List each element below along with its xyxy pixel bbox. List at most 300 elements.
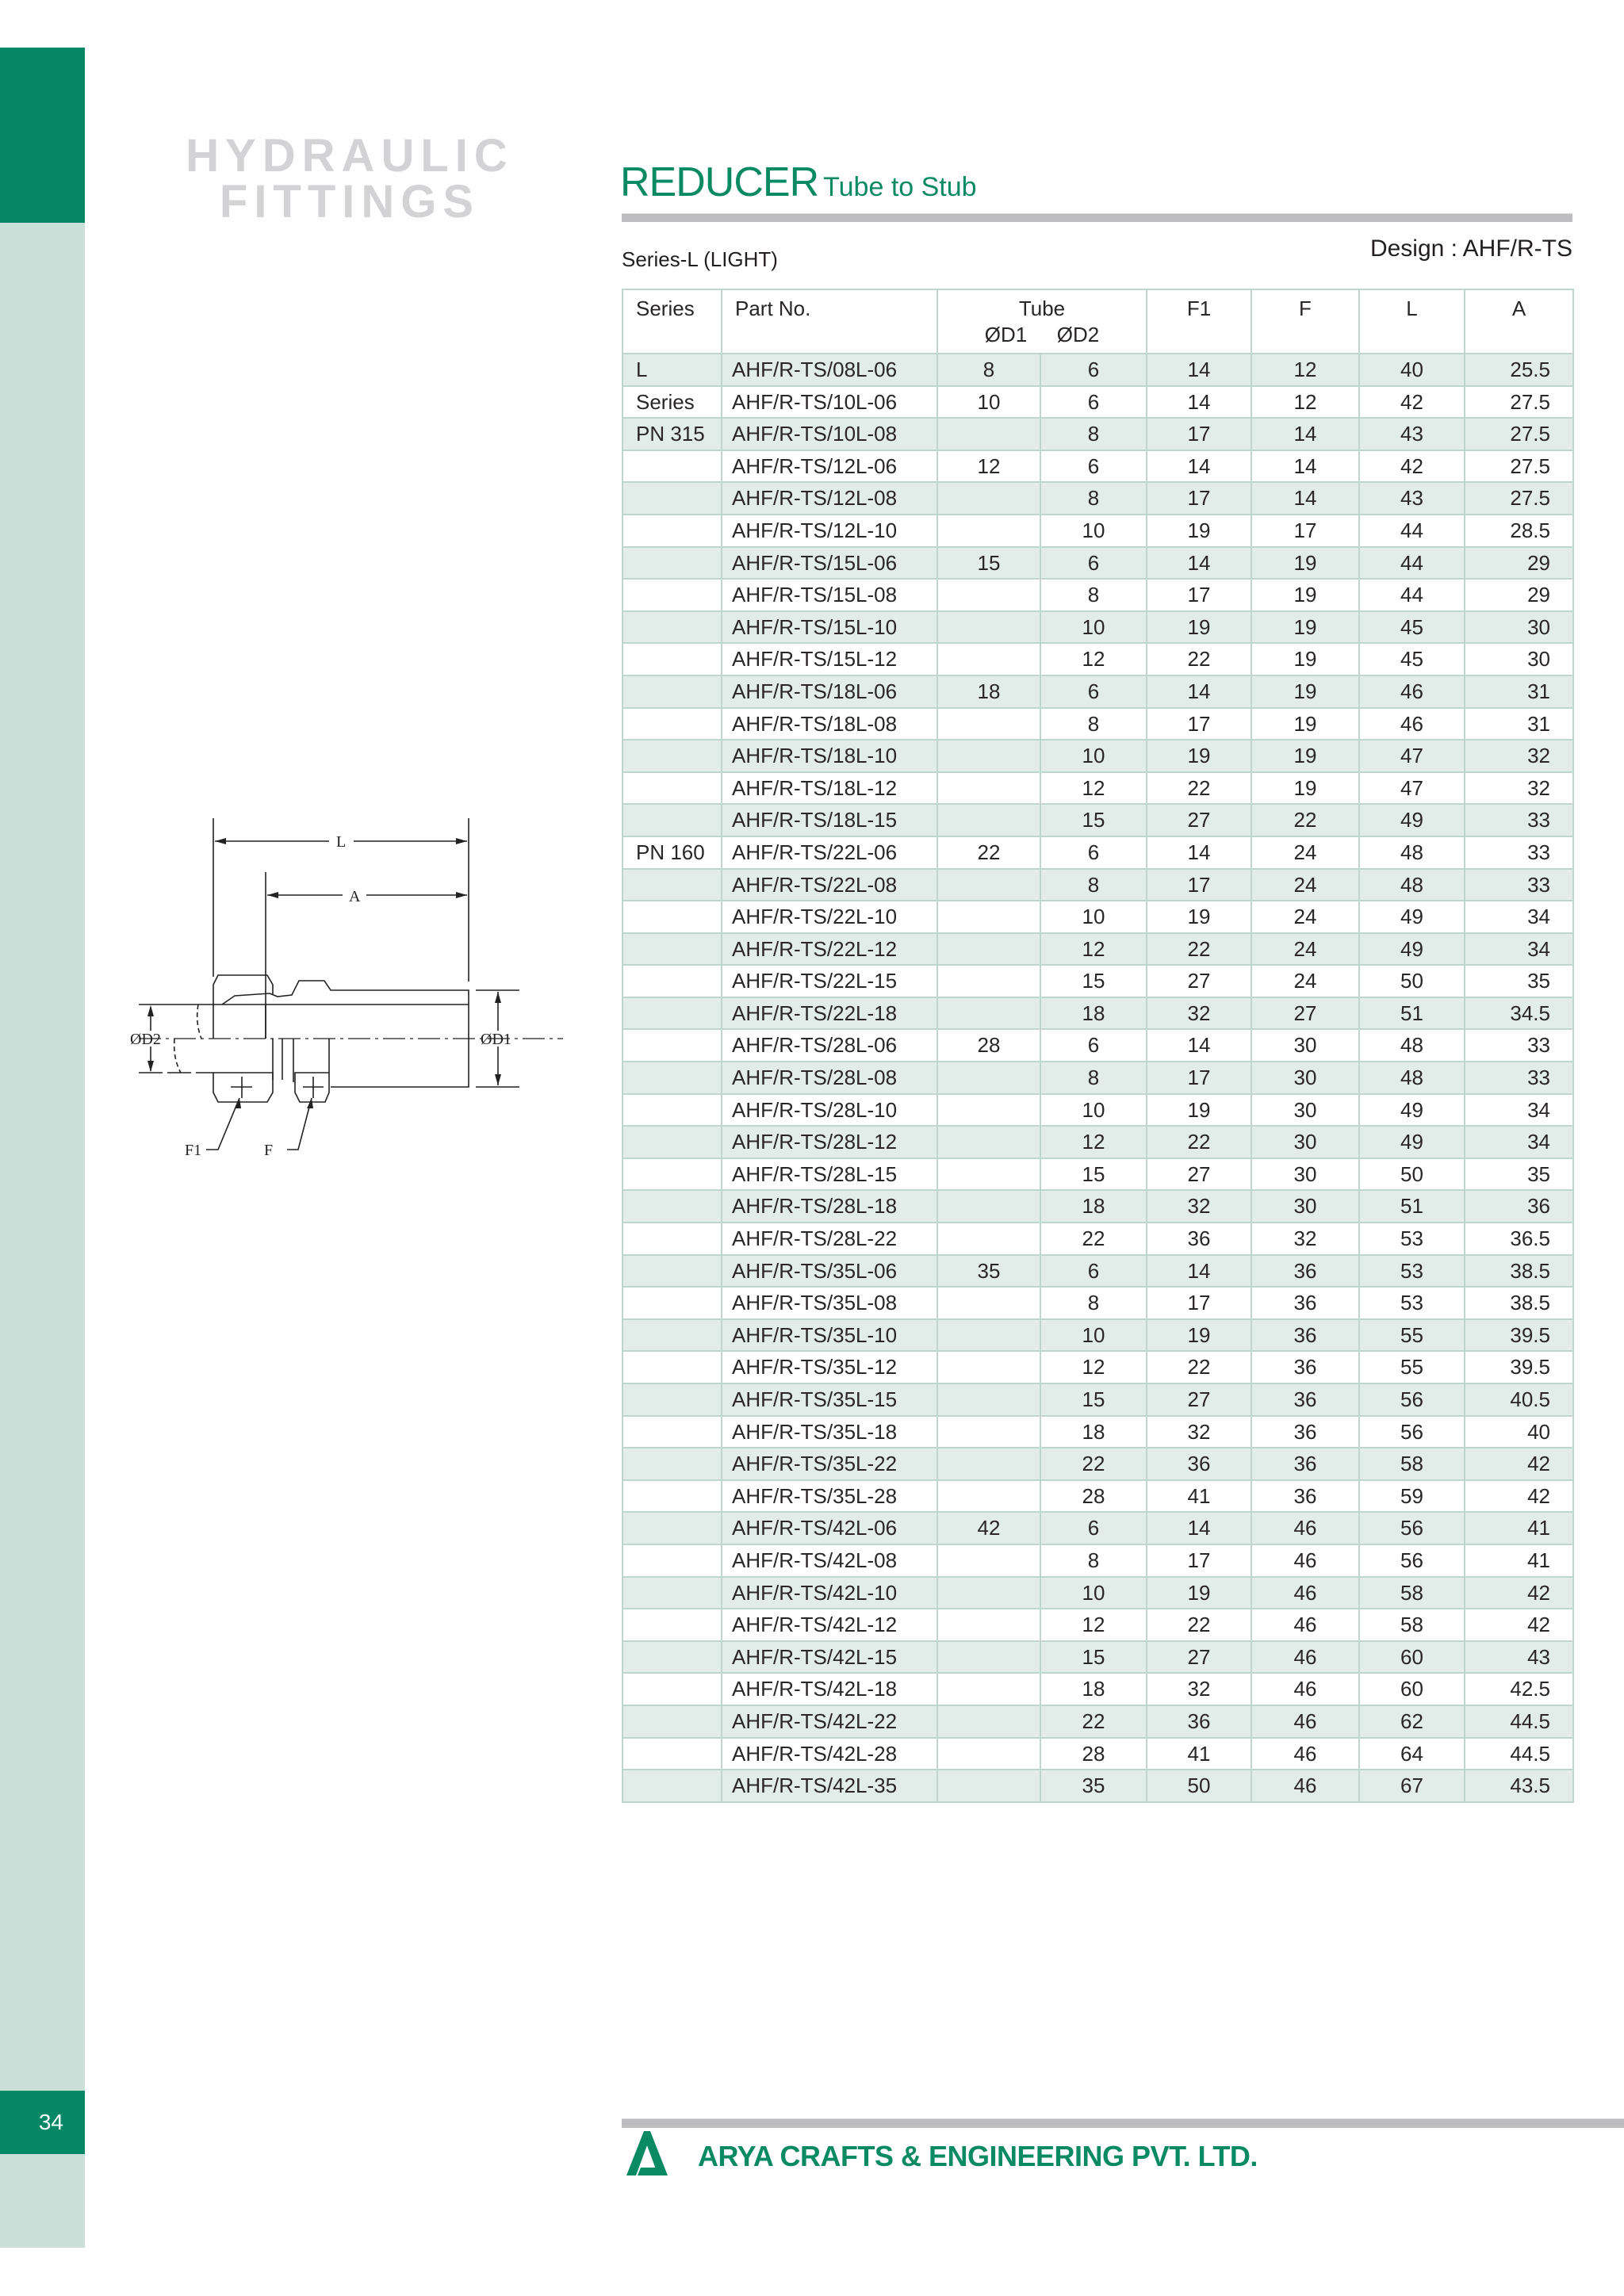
col-header-f1: F1 xyxy=(1147,289,1251,354)
col-header-l: L xyxy=(1359,289,1465,354)
cell-d1 xyxy=(937,1383,1040,1416)
cell-part-no: AHF/R-TS/18L-06 xyxy=(722,675,937,708)
cell-f1: 36 xyxy=(1147,1448,1251,1480)
cell-l: 64 xyxy=(1359,1738,1465,1770)
cell-f1: 27 xyxy=(1147,804,1251,836)
table-row xyxy=(622,1641,1573,1674)
cell-f1: 14 xyxy=(1147,675,1251,708)
table-row xyxy=(622,965,1573,997)
cell-f1: 36 xyxy=(1147,1223,1251,1255)
cell-f1: 36 xyxy=(1147,1705,1251,1738)
cell-d2: 8 xyxy=(1040,579,1147,611)
cell-f: 19 xyxy=(1251,611,1359,644)
cell-d1: 12 xyxy=(937,450,1040,483)
cell-l: 42 xyxy=(1359,450,1465,483)
dim-label-d1: ØD1 xyxy=(481,1031,511,1048)
cell-f: 36 xyxy=(1251,1480,1359,1513)
cell-series xyxy=(622,1512,722,1544)
cell-series xyxy=(622,997,722,1030)
cell-f1: 19 xyxy=(1147,901,1251,933)
cell-a: 44.5 xyxy=(1465,1738,1573,1770)
cell-d2: 6 xyxy=(1040,836,1147,869)
cell-d2: 12 xyxy=(1040,643,1147,675)
cell-part-no: AHF/R-TS/22L-15 xyxy=(722,965,937,997)
cell-l: 60 xyxy=(1359,1641,1465,1674)
cell-d1 xyxy=(937,1544,1040,1577)
cell-l: 44 xyxy=(1359,547,1465,580)
cell-a: 31 xyxy=(1465,675,1573,708)
cell-d1 xyxy=(937,1641,1040,1674)
cell-f1: 14 xyxy=(1147,450,1251,483)
cell-d1 xyxy=(937,1416,1040,1448)
cell-l: 56 xyxy=(1359,1383,1465,1416)
cell-f1: 19 xyxy=(1147,515,1251,547)
cell-series xyxy=(622,708,722,740)
cell-d2: 6 xyxy=(1040,547,1147,580)
cell-a: 34.5 xyxy=(1465,997,1573,1030)
cell-part-no: AHF/R-TS/28L-12 xyxy=(722,1126,937,1158)
cell-d2: 18 xyxy=(1040,997,1147,1030)
cell-l: 45 xyxy=(1359,611,1465,644)
table-row xyxy=(622,933,1573,966)
cell-d2: 28 xyxy=(1040,1480,1147,1513)
cell-d1: 10 xyxy=(937,386,1040,419)
cell-d1 xyxy=(937,772,1040,805)
cell-a: 43.5 xyxy=(1465,1770,1573,1802)
cell-f1: 17 xyxy=(1147,1287,1251,1319)
cell-series xyxy=(622,933,722,966)
table-row xyxy=(622,611,1573,644)
cell-d2: 12 xyxy=(1040,1609,1147,1641)
cell-l: 49 xyxy=(1359,1094,1465,1127)
spec-table xyxy=(622,289,1574,1803)
cell-a: 31 xyxy=(1465,708,1573,740)
sidebar-accent-block xyxy=(0,48,85,223)
cell-d1 xyxy=(937,579,1040,611)
cell-a: 36 xyxy=(1465,1190,1573,1223)
cell-l: 53 xyxy=(1359,1223,1465,1255)
cell-d2: 15 xyxy=(1040,1158,1147,1191)
cell-f1: 14 xyxy=(1147,1029,1251,1062)
cell-d2: 10 xyxy=(1040,740,1147,772)
cell-a: 39.5 xyxy=(1465,1351,1573,1383)
cell-l: 58 xyxy=(1359,1577,1465,1609)
cell-a: 29 xyxy=(1465,579,1573,611)
cell-f: 30 xyxy=(1251,1062,1359,1094)
table-row xyxy=(622,1770,1573,1802)
col-header-d1: ØD1 xyxy=(984,323,1028,346)
cell-d2: 15 xyxy=(1040,1383,1147,1416)
cell-d1 xyxy=(937,933,1040,966)
cell-d2: 6 xyxy=(1040,675,1147,708)
cell-f1: 19 xyxy=(1147,1577,1251,1609)
cell-part-no: AHF/R-TS/42L-28 xyxy=(722,1738,937,1770)
table-row xyxy=(622,547,1573,580)
cell-d1 xyxy=(937,1062,1040,1094)
cell-d2: 8 xyxy=(1040,708,1147,740)
cell-a: 40.5 xyxy=(1465,1383,1573,1416)
cell-d1 xyxy=(937,1094,1040,1127)
cell-series xyxy=(622,1094,722,1127)
cell-f1: 50 xyxy=(1147,1770,1251,1802)
cell-d1 xyxy=(937,482,1040,515)
cell-f1: 19 xyxy=(1147,1319,1251,1352)
cell-l: 58 xyxy=(1359,1609,1465,1641)
cell-l: 49 xyxy=(1359,1126,1465,1158)
dim-label-a: A xyxy=(349,888,361,905)
cell-l: 48 xyxy=(1359,1062,1465,1094)
series-label: Series-L (LIGHT) xyxy=(622,247,778,271)
cell-part-no: AHF/R-TS/28L-06 xyxy=(722,1029,937,1062)
table-row xyxy=(622,772,1573,805)
cell-part-no: AHF/R-TS/15L-12 xyxy=(722,643,937,675)
cell-f: 24 xyxy=(1251,933,1359,966)
cell-l: 44 xyxy=(1359,579,1465,611)
cell-d2: 35 xyxy=(1040,1770,1147,1802)
table-row xyxy=(622,1319,1573,1352)
cell-a: 34 xyxy=(1465,901,1573,933)
table-row xyxy=(622,482,1573,515)
cell-d2: 10 xyxy=(1040,515,1147,547)
design-label: Design : AHF/R-TS xyxy=(1369,235,1572,262)
cell-f: 12 xyxy=(1251,354,1359,386)
cell-a: 34 xyxy=(1465,933,1573,966)
cell-f1: 22 xyxy=(1147,643,1251,675)
cell-a: 33 xyxy=(1465,1062,1573,1094)
cell-f: 19 xyxy=(1251,643,1359,675)
table-row xyxy=(622,1029,1573,1062)
table-row xyxy=(622,1223,1573,1255)
cell-d1 xyxy=(937,1738,1040,1770)
cell-a: 43 xyxy=(1465,1641,1573,1674)
table-row xyxy=(622,354,1573,386)
cell-d2: 18 xyxy=(1040,1416,1147,1448)
table-row xyxy=(622,1448,1573,1480)
cell-a: 33 xyxy=(1465,1029,1573,1062)
table-row xyxy=(622,579,1573,611)
cell-a: 42 xyxy=(1465,1480,1573,1513)
cell-d2: 22 xyxy=(1040,1223,1147,1255)
cell-f: 19 xyxy=(1251,675,1359,708)
table-row xyxy=(622,1738,1573,1770)
cell-f1: 22 xyxy=(1147,933,1251,966)
cell-l: 67 xyxy=(1359,1770,1465,1802)
cell-l: 46 xyxy=(1359,675,1465,708)
cell-part-no: AHF/R-TS/18L-08 xyxy=(722,708,937,740)
cell-series xyxy=(622,1383,722,1416)
table-row xyxy=(622,1705,1573,1738)
cell-f1: 22 xyxy=(1147,1126,1251,1158)
cell-d2: 10 xyxy=(1040,1577,1147,1609)
cell-d1 xyxy=(937,1190,1040,1223)
cell-series xyxy=(622,1190,722,1223)
cell-series xyxy=(622,643,722,675)
cell-d1 xyxy=(937,1287,1040,1319)
cell-d2: 8 xyxy=(1040,1544,1147,1577)
table-row xyxy=(622,1190,1573,1223)
table-row xyxy=(622,1544,1573,1577)
cell-l: 46 xyxy=(1359,708,1465,740)
cell-l: 42 xyxy=(1359,386,1465,419)
cell-d2: 15 xyxy=(1040,1641,1147,1674)
cell-a: 25.5 xyxy=(1465,354,1573,386)
cell-f1: 17 xyxy=(1147,1062,1251,1094)
cell-d1: 42 xyxy=(937,1512,1040,1544)
cell-a: 35 xyxy=(1465,1158,1573,1191)
table-header-row xyxy=(622,289,1573,354)
cell-part-no: AHF/R-TS/22L-06 xyxy=(722,836,937,869)
cell-f: 19 xyxy=(1251,547,1359,580)
cell-series xyxy=(622,579,722,611)
cell-a: 32 xyxy=(1465,772,1573,805)
cell-f: 24 xyxy=(1251,965,1359,997)
cell-f: 46 xyxy=(1251,1673,1359,1705)
cell-part-no: AHF/R-TS/28L-22 xyxy=(722,1223,937,1255)
col-header-series: Series xyxy=(622,289,722,354)
cell-a: 32 xyxy=(1465,740,1573,772)
cell-part-no: AHF/R-TS/42L-15 xyxy=(722,1641,937,1674)
cell-f: 12 xyxy=(1251,386,1359,419)
cell-l: 51 xyxy=(1359,1190,1465,1223)
table-row xyxy=(622,1416,1573,1448)
cell-f1: 17 xyxy=(1147,1544,1251,1577)
cell-d1 xyxy=(937,1609,1040,1641)
table-row xyxy=(622,1126,1573,1158)
cell-l: 45 xyxy=(1359,643,1465,675)
cell-f: 36 xyxy=(1251,1351,1359,1383)
cell-d1: 22 xyxy=(937,836,1040,869)
cell-d1 xyxy=(937,1770,1040,1802)
cell-f1: 14 xyxy=(1147,547,1251,580)
cell-series xyxy=(622,1609,722,1641)
cell-l: 50 xyxy=(1359,1158,1465,1191)
cell-part-no: AHF/R-TS/35L-08 xyxy=(722,1287,937,1319)
cell-series: Series xyxy=(622,386,722,419)
cell-f1: 14 xyxy=(1147,386,1251,419)
cell-series xyxy=(622,450,722,483)
cell-d2: 10 xyxy=(1040,611,1147,644)
cell-l: 53 xyxy=(1359,1255,1465,1288)
cell-part-no: AHF/R-TS/42L-35 xyxy=(722,1770,937,1802)
cell-l: 48 xyxy=(1359,836,1465,869)
cell-a: 41 xyxy=(1465,1512,1573,1544)
cell-d2: 6 xyxy=(1040,450,1147,483)
cell-f1: 17 xyxy=(1147,708,1251,740)
cell-l: 53 xyxy=(1359,1287,1465,1319)
col-header-tube-label: Tube xyxy=(1018,297,1066,320)
cell-a: 27.5 xyxy=(1465,450,1573,483)
cell-d1 xyxy=(937,1223,1040,1255)
section-title-line1: HYDRAULIC xyxy=(186,130,514,182)
cell-part-no: AHF/R-TS/22L-18 xyxy=(722,997,937,1030)
dim-label-d2: ØD2 xyxy=(130,1031,161,1048)
cell-a: 30 xyxy=(1465,643,1573,675)
cell-f1: 17 xyxy=(1147,579,1251,611)
table-row xyxy=(622,1480,1573,1513)
table-row xyxy=(622,1062,1573,1094)
cell-part-no: AHF/R-TS/35L-06 xyxy=(722,1255,937,1288)
cell-series xyxy=(622,1641,722,1674)
cell-part-no: AHF/R-TS/18L-10 xyxy=(722,740,937,772)
cell-f1: 27 xyxy=(1147,1383,1251,1416)
cell-series xyxy=(622,1577,722,1609)
table-row xyxy=(622,869,1573,901)
cell-d1 xyxy=(937,869,1040,901)
cell-series xyxy=(622,1738,722,1770)
cell-l: 49 xyxy=(1359,901,1465,933)
table-body xyxy=(622,354,1573,1802)
cell-a: 38.5 xyxy=(1465,1255,1573,1288)
cell-l: 44 xyxy=(1359,515,1465,547)
cell-a: 29 xyxy=(1465,547,1573,580)
table-row xyxy=(622,1609,1573,1641)
cell-d2: 22 xyxy=(1040,1705,1147,1738)
cell-series xyxy=(622,482,722,515)
cell-f: 46 xyxy=(1251,1738,1359,1770)
cell-d1 xyxy=(937,740,1040,772)
cell-l: 49 xyxy=(1359,933,1465,966)
product-title-sub: Tube to Stub xyxy=(823,172,977,202)
cell-d2: 8 xyxy=(1040,482,1147,515)
section-title-line2: FITTINGS xyxy=(219,176,481,228)
table-row xyxy=(622,740,1573,772)
cell-f1: 19 xyxy=(1147,740,1251,772)
cell-d2: 15 xyxy=(1040,965,1147,997)
cell-f1: 32 xyxy=(1147,1416,1251,1448)
cell-series xyxy=(622,1673,722,1705)
page-number-text: 34 xyxy=(38,2110,63,2134)
cell-a: 27.5 xyxy=(1465,482,1573,515)
cell-part-no: AHF/R-TS/35L-12 xyxy=(722,1351,937,1383)
cell-f: 46 xyxy=(1251,1577,1359,1609)
cell-series xyxy=(622,1029,722,1062)
cell-l: 43 xyxy=(1359,482,1465,515)
dim-label-f: F xyxy=(264,1142,274,1159)
cell-a: 27.5 xyxy=(1465,418,1573,450)
cell-d2: 6 xyxy=(1040,354,1147,386)
cell-d1 xyxy=(937,1480,1040,1513)
cell-f: 36 xyxy=(1251,1448,1359,1480)
cell-l: 62 xyxy=(1359,1705,1465,1738)
dim-label-l: L xyxy=(336,833,347,851)
table-row xyxy=(622,708,1573,740)
table-row xyxy=(622,450,1573,483)
cell-d2: 22 xyxy=(1040,1448,1147,1480)
cell-series xyxy=(622,515,722,547)
cell-f: 27 xyxy=(1251,997,1359,1030)
cell-f: 46 xyxy=(1251,1544,1359,1577)
cell-a: 42.5 xyxy=(1465,1673,1573,1705)
cell-f: 32 xyxy=(1251,1223,1359,1255)
cell-a: 34 xyxy=(1465,1094,1573,1127)
footer-divider xyxy=(622,2118,1624,2128)
cell-d1 xyxy=(937,611,1040,644)
col-header-a: A xyxy=(1465,289,1573,354)
cell-part-no: AHF/R-TS/10L-08 xyxy=(722,418,937,450)
cell-f: 24 xyxy=(1251,836,1359,869)
cell-l: 55 xyxy=(1359,1319,1465,1352)
cell-d2: 12 xyxy=(1040,933,1147,966)
cell-series xyxy=(622,1255,722,1288)
arya-triangle-logo-icon xyxy=(626,2131,679,2175)
cell-a: 39.5 xyxy=(1465,1319,1573,1352)
cell-d1 xyxy=(937,418,1040,450)
title-divider xyxy=(622,213,1572,222)
cell-d1: 15 xyxy=(937,547,1040,580)
cell-series xyxy=(622,1223,722,1255)
cell-d1 xyxy=(937,965,1040,997)
col-header-f: F xyxy=(1251,289,1359,354)
sidebar-strip xyxy=(0,223,85,2248)
cell-f1: 14 xyxy=(1147,354,1251,386)
cell-f1: 32 xyxy=(1147,1673,1251,1705)
cell-part-no: AHF/R-TS/12L-06 xyxy=(722,450,937,483)
cell-part-no: AHF/R-TS/08L-06 xyxy=(722,354,937,386)
cell-l: 50 xyxy=(1359,965,1465,997)
cell-series: L xyxy=(622,354,722,386)
section-title xyxy=(179,130,520,228)
cell-l: 47 xyxy=(1359,772,1465,805)
cell-f: 22 xyxy=(1251,804,1359,836)
cell-part-no: AHF/R-TS/18L-15 xyxy=(722,804,937,836)
table-row xyxy=(622,997,1573,1030)
cell-f1: 22 xyxy=(1147,1351,1251,1383)
cell-part-no: AHF/R-TS/35L-28 xyxy=(722,1480,937,1513)
cell-f: 46 xyxy=(1251,1705,1359,1738)
cell-part-no: AHF/R-TS/35L-18 xyxy=(722,1416,937,1448)
cell-series xyxy=(622,1062,722,1094)
cell-series xyxy=(622,869,722,901)
fitting-diagram xyxy=(119,801,579,1173)
cell-d1 xyxy=(937,1351,1040,1383)
cell-d2: 12 xyxy=(1040,1126,1147,1158)
cell-l: 43 xyxy=(1359,418,1465,450)
cell-l: 56 xyxy=(1359,1416,1465,1448)
cell-a: 38.5 xyxy=(1465,1287,1573,1319)
cell-l: 48 xyxy=(1359,1029,1465,1062)
cell-part-no: AHF/R-TS/12L-08 xyxy=(722,482,937,515)
table-row xyxy=(622,836,1573,869)
cell-l: 58 xyxy=(1359,1448,1465,1480)
cell-d2: 6 xyxy=(1040,1512,1147,1544)
table-row xyxy=(622,675,1573,708)
table-row xyxy=(622,1158,1573,1191)
table-row xyxy=(622,515,1573,547)
cell-d1 xyxy=(937,1158,1040,1191)
table-row xyxy=(622,901,1573,933)
cell-f: 19 xyxy=(1251,740,1359,772)
cell-series xyxy=(622,965,722,997)
cell-a: 28.5 xyxy=(1465,515,1573,547)
cell-a: 30 xyxy=(1465,611,1573,644)
cell-series xyxy=(622,740,722,772)
cell-f: 46 xyxy=(1251,1641,1359,1674)
cell-d1 xyxy=(937,997,1040,1030)
page-number xyxy=(0,2091,85,2154)
dim-label-f1: F1 xyxy=(185,1142,202,1159)
table-row xyxy=(622,1094,1573,1127)
cell-part-no: AHF/R-TS/18L-12 xyxy=(722,772,937,805)
cell-series xyxy=(622,772,722,805)
cell-d1: 8 xyxy=(937,354,1040,386)
cell-f: 24 xyxy=(1251,869,1359,901)
cell-f1: 32 xyxy=(1147,997,1251,1030)
cell-f: 19 xyxy=(1251,772,1359,805)
cell-f: 36 xyxy=(1251,1383,1359,1416)
cell-d1 xyxy=(937,1705,1040,1738)
cell-series xyxy=(622,1158,722,1191)
cell-l: 49 xyxy=(1359,804,1465,836)
